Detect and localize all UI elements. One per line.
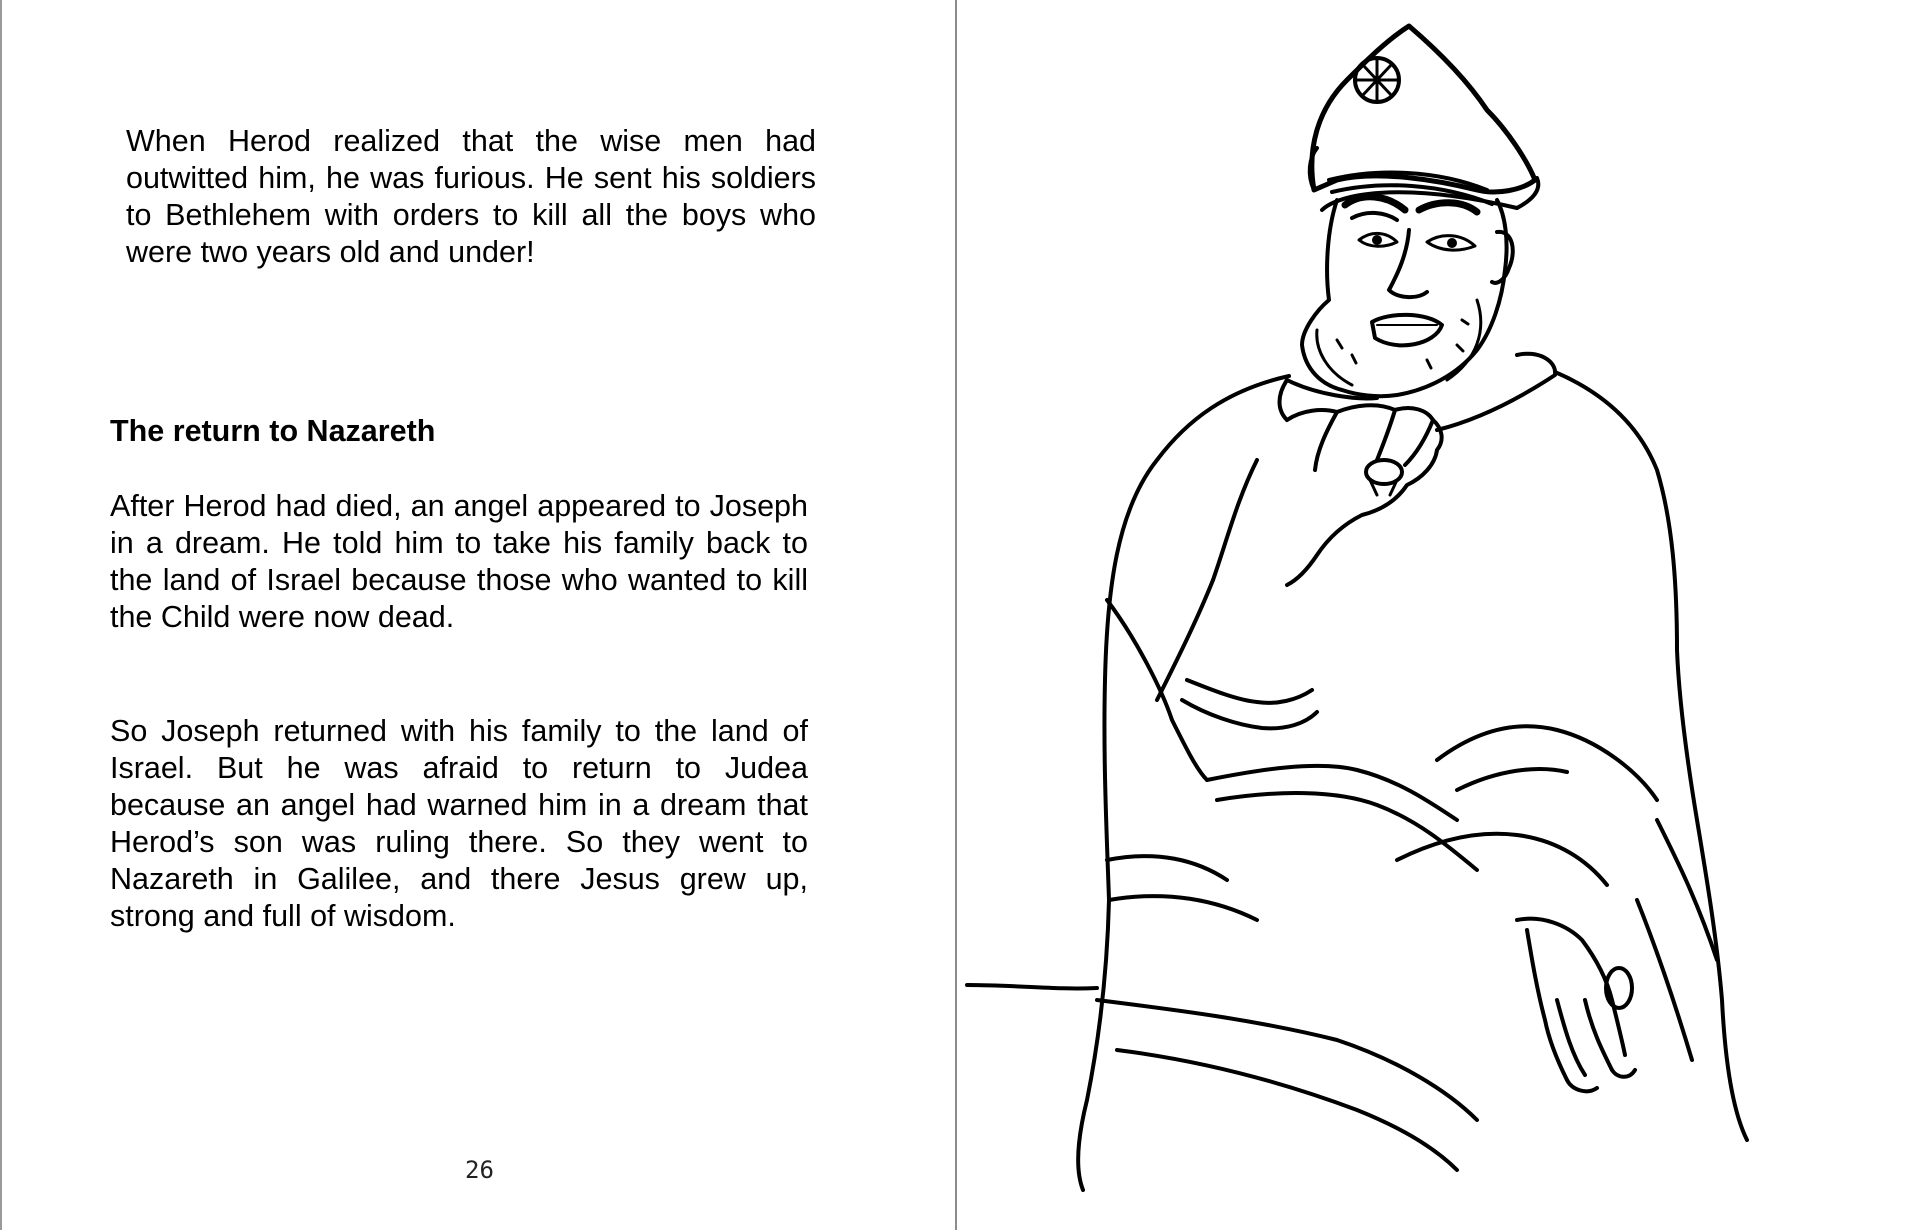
herod-scowling-line-drawing-icon [957, 0, 1908, 1230]
paragraph-angel-dream: After Herod had died, an angel appeared to Joseph in a dream. He told him to take his family back to the land of Israel because those who wanted to kill the Child were now dead. [110, 489, 808, 634]
right-page [957, 0, 1908, 1230]
paragraph-return-nazareth: So Joseph returned with his family to the land of Israel. But he was afraid to return to Judea because an angel had warned him in a dream that Herod’s son was ruling there. So they went to Nazareth in Galilee, and there Jesus grew up, strong and full of wisdom. [110, 714, 808, 933]
paragraph-herod-furious: When Herod realized that the wise men had outwitted him, he was furious. He sent his soldiers to Bethlehem with orders to kill all the boys who were two years old and under! [126, 124, 816, 269]
left-page [2, 0, 955, 1230]
page-number: 26 [465, 1156, 494, 1184]
section-heading: The return to Nazareth [110, 414, 436, 448]
